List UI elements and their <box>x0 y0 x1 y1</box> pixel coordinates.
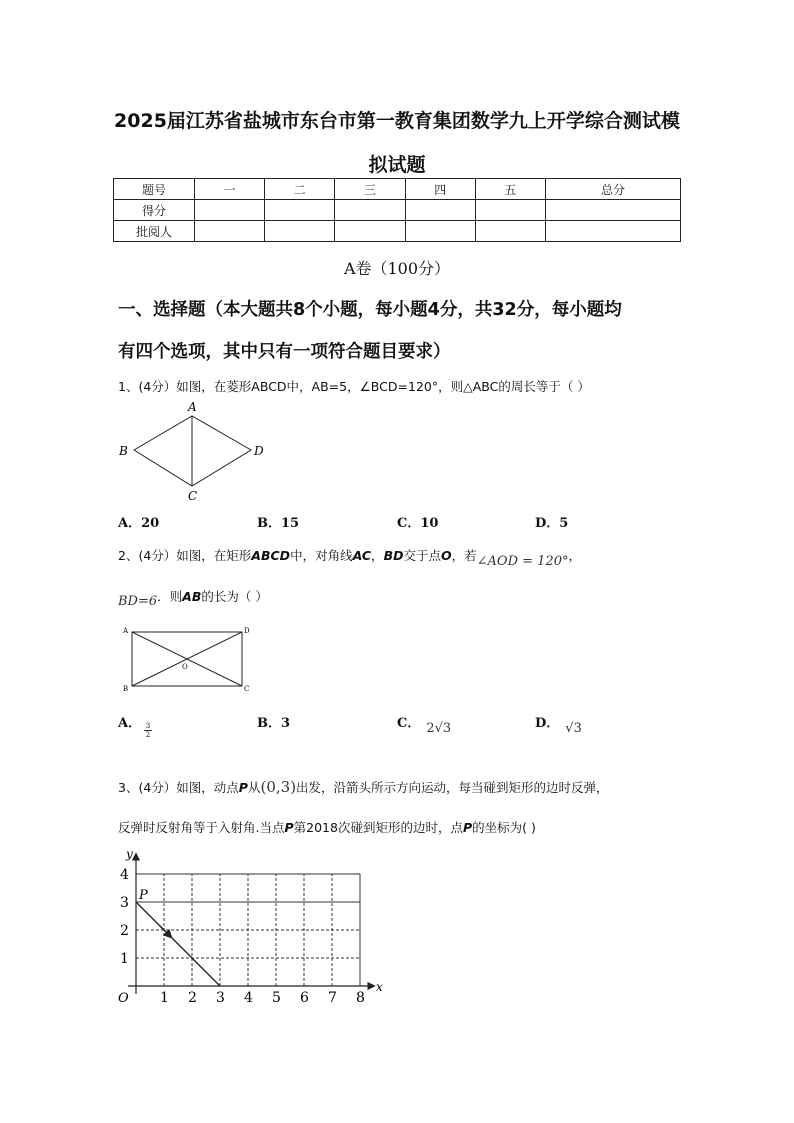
q2-text-mid2: 交于点 <box>403 548 441 563</box>
y-tick-label: 2 <box>120 923 129 939</box>
point-p-label: P <box>139 888 148 903</box>
q2-option-a-label: A． <box>118 716 142 731</box>
score-row-label: 批阅人 <box>114 221 195 242</box>
label-a: A <box>188 400 197 414</box>
label-c: C <box>244 685 250 693</box>
q2-ac: AC <box>352 548 372 563</box>
q3-p: P <box>284 820 294 835</box>
q1-option-d[interactable]: D．5 <box>535 516 569 531</box>
q2-option-b[interactable]: B．3 <box>257 716 291 731</box>
score-cell[interactable] <box>546 200 681 221</box>
q3-line1-pre: 3、(4分）如图，动点 <box>118 780 239 795</box>
q2-text-line1 <box>118 546 581 569</box>
label-a: A <box>123 627 129 635</box>
p-path-line <box>136 902 220 986</box>
q2-angle: ∠AOD = 120° <box>476 554 569 569</box>
q2-option-d-value: √3 <box>565 721 582 736</box>
x-tick-label: 1 <box>160 990 169 1006</box>
label-d: D <box>244 627 250 635</box>
q2-text-mid: 中，对角线 <box>290 548 353 563</box>
score-header-cell: 题号 <box>114 179 195 200</box>
score-cell[interactable] <box>475 221 545 242</box>
score-header-cell: 总分 <box>546 179 681 200</box>
score-cell[interactable] <box>405 221 475 242</box>
q1-option-a[interactable]: A．20 <box>118 516 160 531</box>
score-header-cell: 三 <box>335 179 405 200</box>
q3-line2-end: 的坐标为( ) <box>472 820 536 835</box>
label-d: D <box>254 444 264 458</box>
score-cell[interactable] <box>265 200 335 221</box>
q2-o: O <box>440 548 452 563</box>
doc-title-line1: 2025届江苏省盐城市东台市第一教育集团数学九上开学综合测试模 <box>114 110 680 132</box>
x-tick-label: 3 <box>216 990 225 1006</box>
q3-from: 从 <box>247 780 261 795</box>
q2-option-a[interactable] <box>118 712 141 731</box>
q2-option-c[interactable] <box>397 712 452 736</box>
score-cell[interactable] <box>335 200 405 221</box>
q3-coordinate-grid <box>110 846 400 1011</box>
q2-ab: AB <box>182 589 202 604</box>
score-header-cell: 五 <box>475 179 545 200</box>
label-b: B <box>119 444 128 458</box>
label-c: C <box>188 489 198 503</box>
score-cell[interactable] <box>546 221 681 242</box>
q3-text-line2 <box>118 818 536 836</box>
score-table <box>113 178 681 242</box>
q1-option-c[interactable]: C．10 <box>397 516 439 531</box>
q2-line2-end: 的长为（ ） <box>201 589 268 604</box>
q3-line2-pre: 反弹时反射角等于入射角.当点 <box>118 820 285 835</box>
y-tick-label: 4 <box>120 867 129 883</box>
q2-line2-text: ．则 <box>157 589 183 604</box>
fraction-numerator: 3 <box>145 722 151 730</box>
score-row-label: 得分 <box>114 200 195 221</box>
score-table-header-row <box>114 179 681 200</box>
score-cell[interactable] <box>265 221 335 242</box>
score-cell[interactable] <box>335 221 405 242</box>
score-header-cell: 二 <box>265 179 335 200</box>
q1-text: 1、(4分）如图，在菱形ABCD中，AB=5，∠BCD=120°，则△ABC的周长等于（ ） <box>118 379 590 394</box>
q3-start-point: (0,3) <box>260 778 297 796</box>
score-table-row <box>114 200 681 221</box>
q3-p: P <box>462 820 473 835</box>
x-tick-label: 2 <box>188 990 197 1006</box>
q3-p: P <box>238 780 248 795</box>
x-tick-label: 8 <box>356 990 365 1006</box>
q2-option-d[interactable] <box>535 712 582 736</box>
y-tick-label: 1 <box>120 951 129 967</box>
q2-text-pre: 2、(4分）如图，在矩形 <box>118 548 252 563</box>
fraction-denominator: 2 <box>145 731 151 739</box>
q2-rectangle-figure <box>120 624 260 696</box>
q2-option-d-label: D． <box>535 716 560 731</box>
q2-bd-value: BD=6 <box>118 594 158 609</box>
q2-abcd: ABCD <box>251 548 291 563</box>
q2-option-c-value: 2√3 <box>426 721 452 736</box>
score-cell[interactable] <box>405 200 475 221</box>
score-cell[interactable] <box>195 221 265 242</box>
q1-option-b[interactable]: B．15 <box>257 516 300 531</box>
direction-arrow <box>160 926 172 938</box>
q3-text-line1 <box>118 778 609 796</box>
origin-label: O <box>118 991 129 1006</box>
x-tick-label: 4 <box>244 990 253 1006</box>
score-cell[interactable] <box>195 200 265 221</box>
score-table-row <box>114 221 681 242</box>
q2-comma: ， <box>371 548 384 563</box>
section1-heading-line1: 一、选择题（本大题共8个小题，每小题4分，共32分，每小题均 <box>118 300 622 320</box>
x-axis-label: x <box>376 980 383 994</box>
x-tick-label: 6 <box>300 990 309 1006</box>
label-b: B <box>123 685 129 693</box>
x-tick-label: 7 <box>328 990 337 1006</box>
q2-option-c-label: C． <box>397 716 421 731</box>
section1-heading-line2: 有四个选项，其中只有一项符合题目要求） <box>118 342 451 362</box>
q2-bd: BD <box>383 548 404 563</box>
q3-line2-mid: 第2018次碰到矩形的边时，点 <box>293 820 463 835</box>
q2-text-line2 <box>118 587 268 609</box>
q1-rhombus-figure <box>114 398 274 508</box>
y-axis-label: y <box>126 847 133 861</box>
q2-text-if: ，若 <box>451 548 477 563</box>
score-cell[interactable] <box>475 200 545 221</box>
q2-option-a-fraction <box>144 722 152 739</box>
label-o: O <box>182 663 188 671</box>
y-tick-label: 3 <box>120 895 129 911</box>
section-a-heading: A卷（100分） <box>343 259 451 278</box>
doc-title-line2: 拟试题 <box>368 154 426 176</box>
x-tick-label: 5 <box>272 990 281 1006</box>
score-header-cell: 一 <box>195 179 265 200</box>
q2-tail: ， <box>568 548 581 563</box>
q3-line1-post: 出发，沿箭头所示方向运动，每当碰到矩形的边时反弹， <box>296 780 609 795</box>
score-header-cell: 四 <box>405 179 475 200</box>
